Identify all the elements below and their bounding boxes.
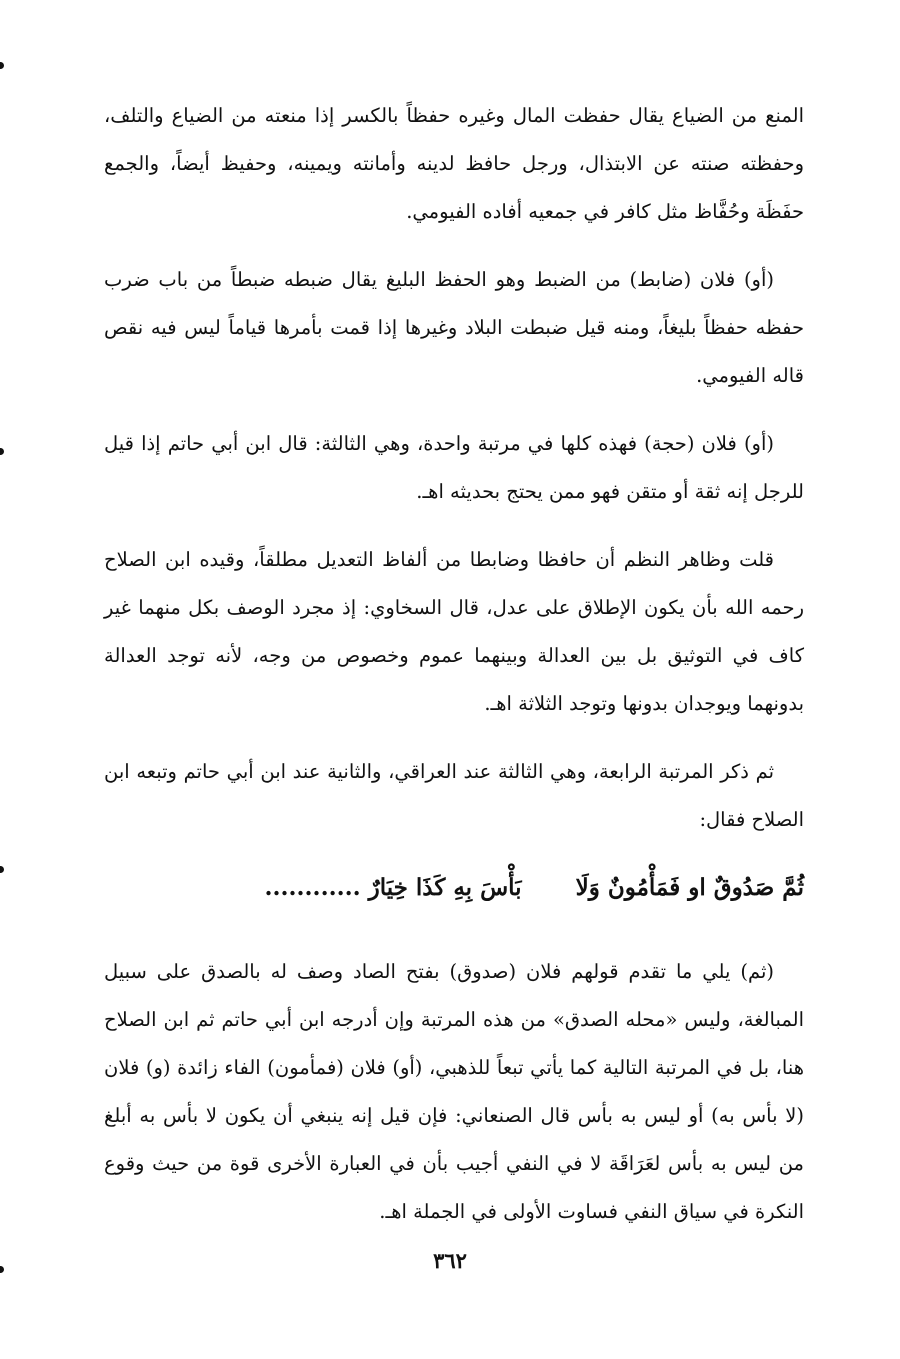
paragraph-dabit: (أو) فلان (ضابط) من الضبط وهو الحفظ البليغ يقال ضبطه ضبطاً من باب ضرب حفظه حفظاً بليغاً، ومنه قيل ضبطت البلاد وغيرها إذا قمت بأمرها قياماً ليس فيه نقص قاله الفيومي. — [104, 268, 804, 387]
verse-dots: ............ — [264, 874, 361, 901]
paragraph-fourth-rank-intro: ثم ذكر المرتبة الرابعة، وهي الثالثة عند العراقي، والثانية عند ابن أبي حاتم وتبعه ابن الصلاح فقال: — [104, 760, 804, 831]
scan-edge-mark-middle — [0, 448, 4, 455]
verse-first-hemistich: ثُمَّ صَدُوقٌ او فَمَأْمُونٌ وَلَا — [575, 874, 804, 901]
paragraph-hujja: (أو) فلان (حجة) فهذه كلها في مرتبة واحدة، وهي الثالثة: قال ابن أبي حاتم إذا قيل للرجل إنه ثقة أو متقن فهو ممن يحتج بحديثه اهـ. — [104, 432, 804, 503]
scan-edge-mark-verse — [0, 866, 4, 873]
paragraph-commentary: (ثم) يلي ما تقدم قولهم فلان (صدوق) بفتح الصاد وصف له بالصدق على سبيل المبالغة، وليس «محله الصدق» من هذه المرتبة وإن أدرجه ابن أبي حاتم ثم ابن الصلاح هنا، بل في المرتبة التالية كما يأتي تبعاً للذهبي، (أو) فلان (فمأمون) الفاء زائدة (و) فلان (لا بأس به) أو ليس به بأس قال الصنعاني: فإن قيل إنه ينبغي أن يكون لا بأس به أبلغ من ليس به بأس لعَرَاقَة لا في النفي أجيب بأن في العبارة الأخرى قوة من حيث وقوع النكرة في سياق النفي فساوت الأولى في الجملة اهـ. — [104, 960, 804, 1223]
scan-edge-mark-top — [0, 62, 4, 69]
page-number: ٣٦٢ — [433, 1248, 467, 1273]
page-body — [104, 92, 804, 1256]
paragraph-hifz-definition: المنع من الضياع يقال حفظت المال وغيره حفظاً بالكسر إذا منعته من الضياع والتلف، وحفظته صنته عن الابتذال، ورجل حافظ لدينه وأمانته ويمينه، وحفيظ أيضاً، والجمع حفَظَة وحُفَّاظ مثل كافر في جمعيه أفاده الفيومي. — [104, 104, 804, 223]
poem-verse — [104, 864, 804, 912]
verse-second-hemistich: بَأْسَ بِهِ كَذَا خِيَارٌ — [368, 874, 522, 901]
paragraph-observation: قلت وظاهر النظم أن حافظا وضابطا من ألفاظ التعديل مطلقاً، وقيده ابن الصلاح رحمه الله بأن يكون الإطلاق على عدل، قال السخاوي: إذ مجرد الوصف بكل منهما غير كاف في التوثيق بل بين العدالة وبينهما عموم وخصوص من وجه، لأنه توجد العدالة بدونهما ويوجدان بدونها وتوجد الثلاثة اهـ. — [104, 548, 804, 715]
